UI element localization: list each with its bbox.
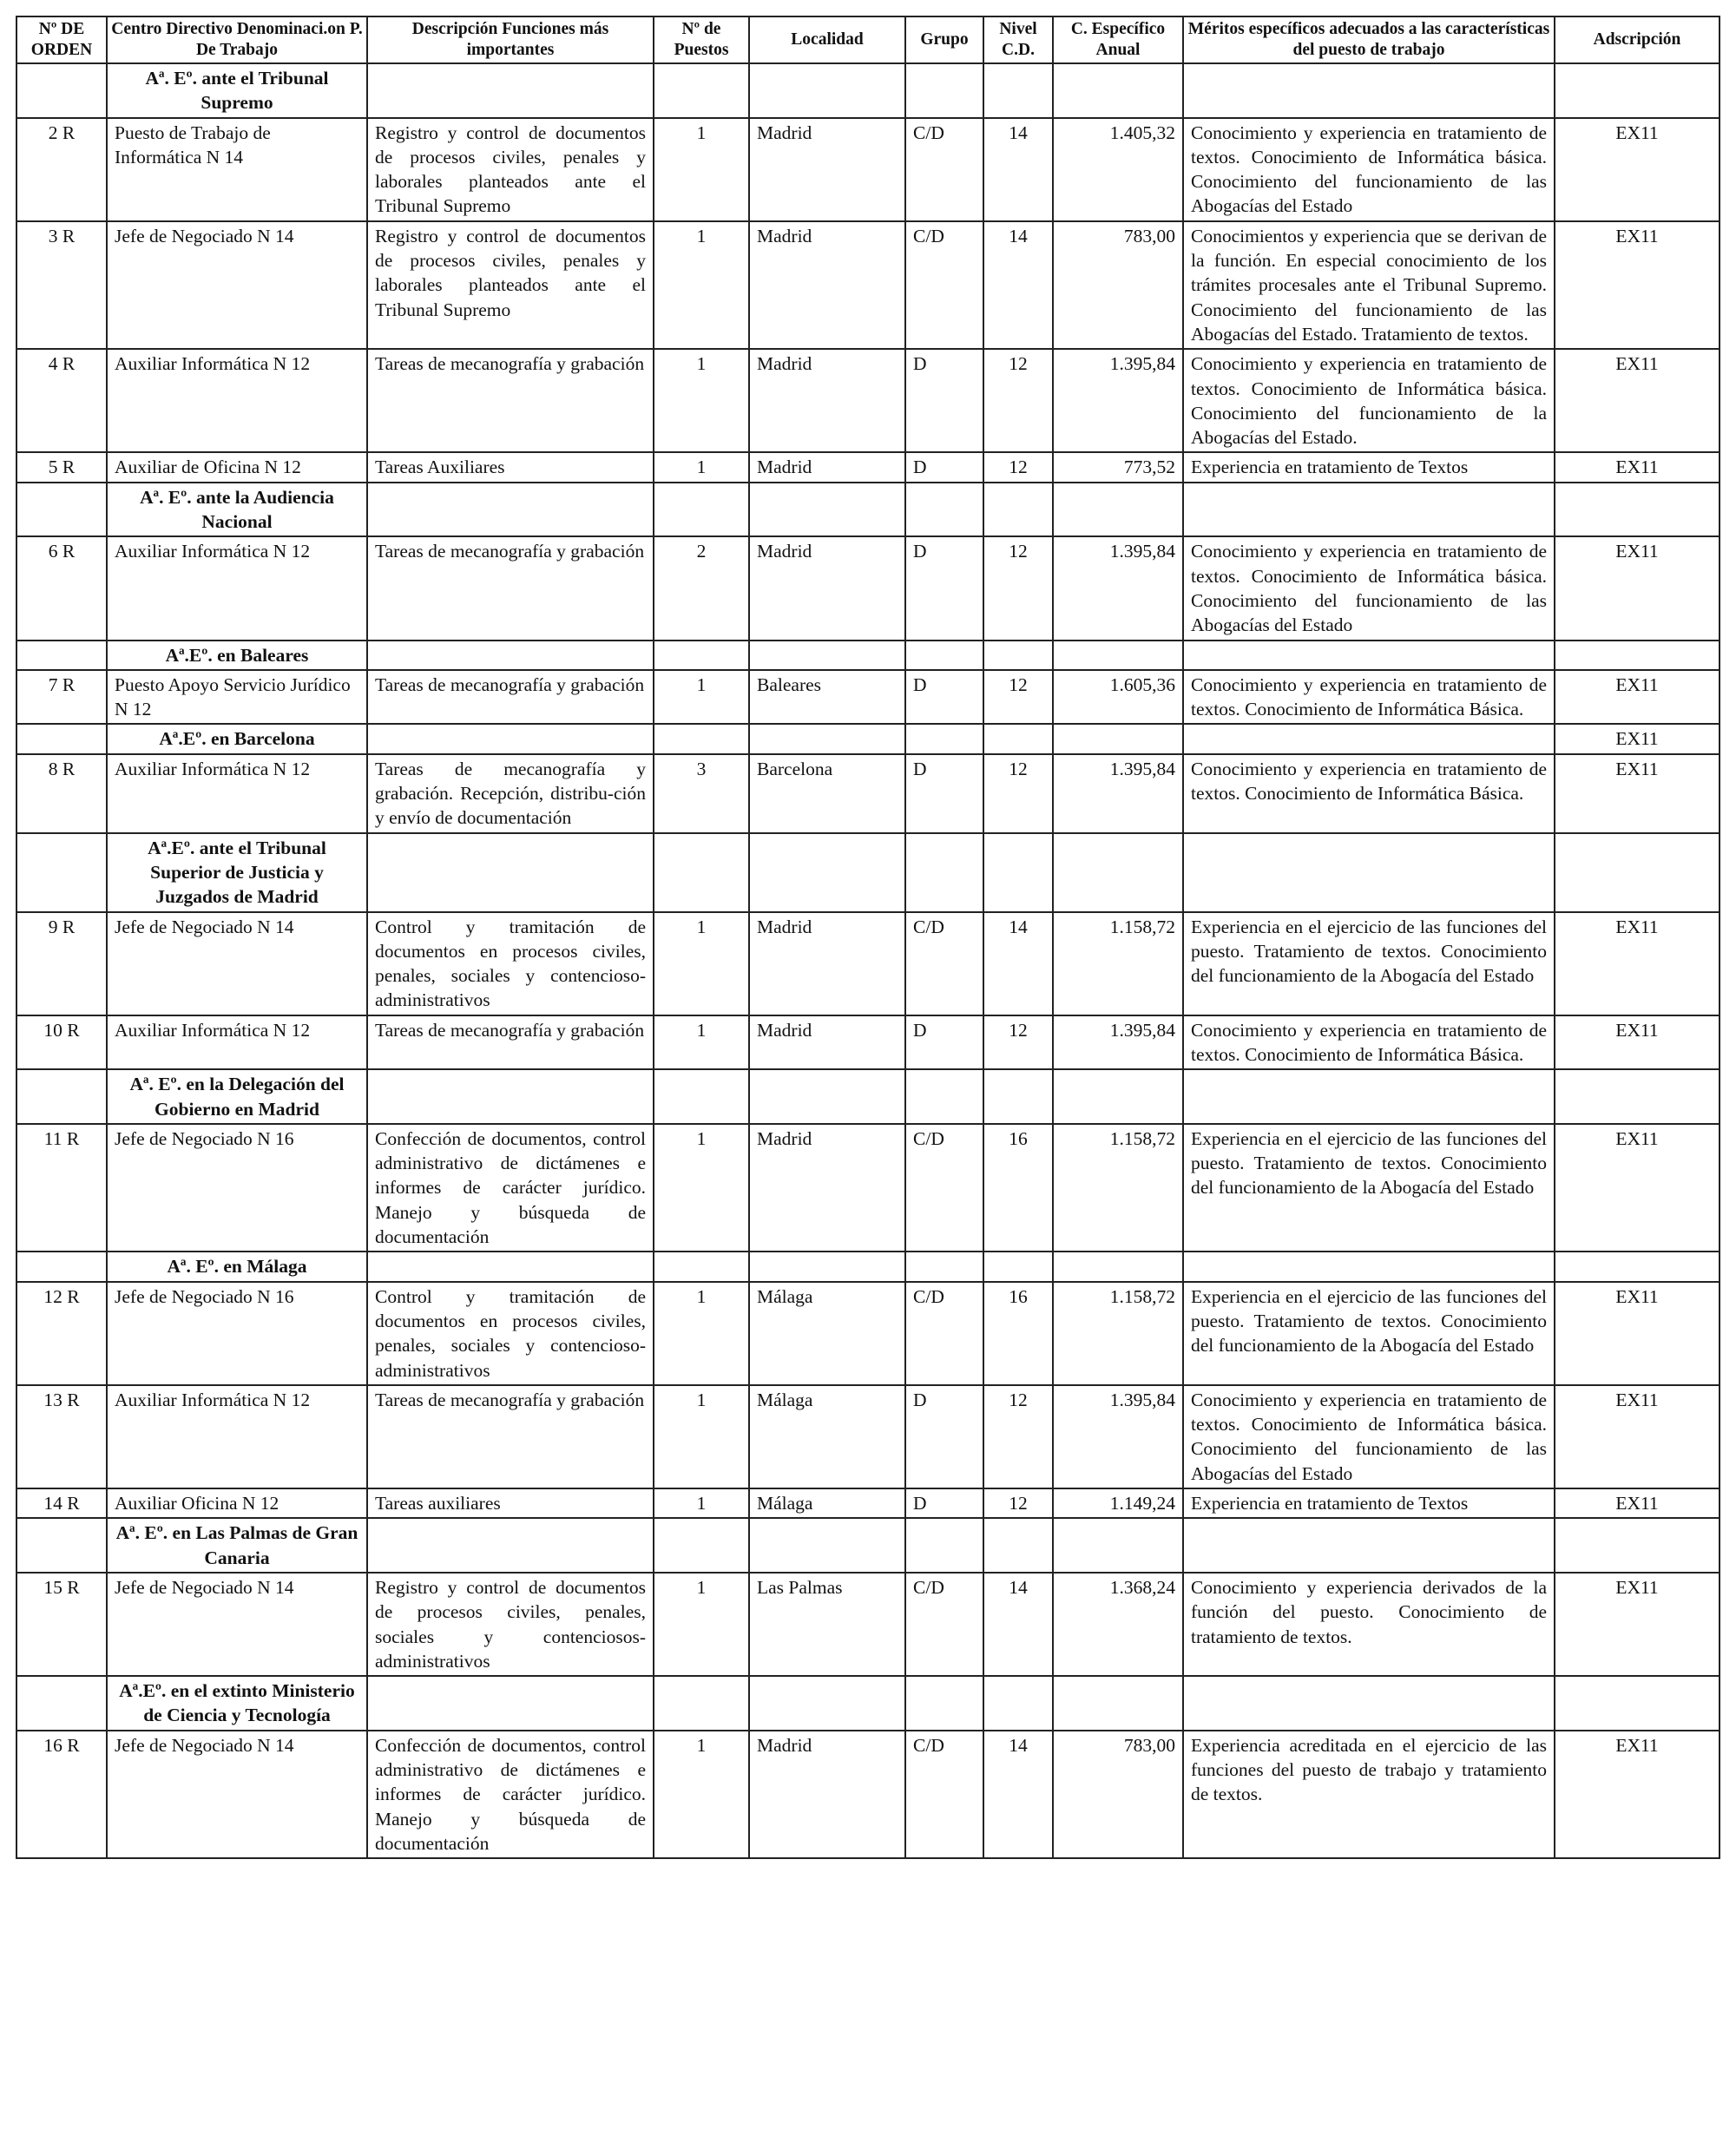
cell-adscripcion: EX11 (1555, 1385, 1720, 1488)
cell-especifico (1053, 724, 1183, 753)
cell-orden: 16 R (16, 1731, 107, 1858)
cell-orden (16, 1252, 107, 1281)
cell-num-puestos (654, 1676, 749, 1731)
cell-nivel: 16 (983, 1282, 1053, 1385)
cell-especifico: 1.405,32 (1053, 118, 1183, 221)
cell-nivel (983, 1518, 1053, 1573)
section-row (16, 724, 1720, 753)
cell-adscripcion: EX11 (1555, 349, 1720, 452)
cell-especifico (1053, 641, 1183, 670)
cell-especifico: 773,52 (1053, 452, 1183, 482)
table-row (16, 912, 1720, 1015)
cell-num-puestos: 1 (654, 1015, 749, 1070)
cell-nivel: 12 (983, 1015, 1053, 1070)
cell-puesto: Jefe de Negociado N 14 (107, 912, 367, 1015)
cell-puesto: Auxiliar Informática N 12 (107, 536, 367, 640)
table-row (16, 118, 1720, 221)
cell-descripcion (367, 483, 654, 537)
cell-descripcion: Tareas de mecanografía y grabación (367, 536, 654, 640)
table-row (16, 452, 1720, 482)
cell-especifico: 1.158,72 (1053, 1282, 1183, 1385)
cell-orden: 12 R (16, 1282, 107, 1385)
cell-descripcion: Registro y control de documentos de procesos civiles, penales y laborales planteados ante el Tribunal Supremo (367, 221, 654, 349)
cell-especifico (1053, 1518, 1183, 1573)
cell-descripcion: Tareas de mecanografía y grabación. Recepción, distribu-ción y envío de documentación (367, 754, 654, 833)
cell-orden: 10 R (16, 1015, 107, 1070)
section-row (16, 1252, 1720, 1281)
cell-section-title: Aª.Eº. en Barcelona (107, 724, 367, 753)
table-row (16, 1385, 1720, 1488)
cell-especifico: 1.395,84 (1053, 349, 1183, 452)
header-grupo: Grupo (905, 16, 983, 63)
cell-orden: 9 R (16, 912, 107, 1015)
cell-localidad (749, 1676, 905, 1731)
section-row (16, 483, 1720, 537)
cell-grupo: C/D (905, 118, 983, 221)
section-row (16, 641, 1720, 670)
cell-meritos (1183, 1069, 1555, 1124)
cell-meritos: Conocimiento y experiencia en tratamiento de textos. Conocimiento de Informática básica. Conocimiento del funcionamiento de las Abogacías del Estado (1183, 118, 1555, 221)
cell-puesto: Jefe de Negociado N 16 (107, 1282, 367, 1385)
cell-meritos (1183, 641, 1555, 670)
cell-puesto: Jefe de Negociado N 14 (107, 1731, 367, 1858)
cell-grupo: C/D (905, 1731, 983, 1858)
cell-nivel: 12 (983, 670, 1053, 725)
cell-localidad: Málaga (749, 1488, 905, 1518)
cell-meritos: Conocimiento y experiencia derivados de la función del puesto. Conocimiento de tratamiento de textos. (1183, 1573, 1555, 1676)
cell-descripcion (367, 1252, 654, 1281)
cell-grupo (905, 1676, 983, 1731)
cell-meritos: Experiencia en el ejercicio de las funciones del puesto. Tratamiento de textos. Conocimiento del funcionamiento de la Abogacía del Estado (1183, 912, 1555, 1015)
cell-section-title: Aª. Eº. en Málaga (107, 1252, 367, 1281)
cell-grupo: C/D (905, 1282, 983, 1385)
cell-orden: 3 R (16, 221, 107, 349)
cell-localidad (749, 724, 905, 753)
cell-localidad: Barcelona (749, 754, 905, 833)
cell-adscripcion (1555, 63, 1720, 118)
cell-grupo: C/D (905, 1124, 983, 1252)
cell-meritos: Conocimiento y experiencia en tratamiento de textos. Conocimiento de Informática Básica. (1183, 754, 1555, 833)
cell-adscripcion (1555, 1676, 1720, 1731)
cell-section-title: Aª. Eº. en Las Palmas de Gran Canaria (107, 1518, 367, 1573)
cell-meritos (1183, 483, 1555, 537)
cell-orden: 7 R (16, 670, 107, 725)
cell-puesto: Puesto Apoyo Servicio Jurídico N 12 (107, 670, 367, 725)
cell-adscripcion (1555, 483, 1720, 537)
cell-nivel (983, 63, 1053, 118)
cell-grupo (905, 641, 983, 670)
cell-grupo: D (905, 1015, 983, 1070)
cell-localidad: Baleares (749, 670, 905, 725)
cell-adscripcion: EX11 (1555, 912, 1720, 1015)
cell-puesto: Jefe de Negociado N 16 (107, 1124, 367, 1252)
cell-especifico (1053, 63, 1183, 118)
cell-num-puestos (654, 641, 749, 670)
cell-orden: 13 R (16, 1385, 107, 1488)
cell-grupo: C/D (905, 221, 983, 349)
cell-meritos: Conocimientos y experiencia que se derivan de la función. En especial conocimiento de los trámites procesales ante el Tribunal Supremo. Conocimiento del funcionamiento de las Abogacías del Estado. Tratamiento de textos. (1183, 221, 1555, 349)
cell-especifico: 783,00 (1053, 221, 1183, 349)
cell-localidad: Las Palmas (749, 1573, 905, 1676)
cell-grupo: D (905, 536, 983, 640)
cell-localidad: Madrid (749, 118, 905, 221)
cell-especifico (1053, 833, 1183, 912)
cell-adscripcion: EX11 (1555, 1488, 1720, 1518)
cell-especifico (1053, 483, 1183, 537)
cell-localidad (749, 833, 905, 912)
cell-especifico: 1.158,72 (1053, 912, 1183, 1015)
cell-descripcion (367, 833, 654, 912)
cell-orden: 14 R (16, 1488, 107, 1518)
cell-grupo: D (905, 754, 983, 833)
cell-descripcion (367, 724, 654, 753)
cell-meritos (1183, 833, 1555, 912)
header-adscripcion: Adscripción (1555, 16, 1720, 63)
header-descripcion: Descripción Funciones más importantes (367, 16, 654, 63)
table-row (16, 221, 1720, 349)
cell-puesto: Auxiliar Informática N 12 (107, 349, 367, 452)
cell-especifico: 1.395,84 (1053, 1015, 1183, 1070)
cell-adscripcion: EX11 (1555, 1282, 1720, 1385)
cell-localidad: Madrid (749, 912, 905, 1015)
cell-descripcion (367, 1518, 654, 1573)
cell-puesto: Auxiliar de Oficina N 12 (107, 452, 367, 482)
cell-descripcion (367, 641, 654, 670)
section-row (16, 63, 1720, 118)
cell-adscripcion: EX11 (1555, 724, 1720, 753)
cell-adscripcion: EX11 (1555, 536, 1720, 640)
header-meritos: Méritos específicos adecuados a las características del puesto de trabajo (1183, 16, 1555, 63)
section-row (16, 1676, 1720, 1731)
cell-grupo (905, 483, 983, 537)
cell-adscripcion: EX11 (1555, 1124, 1720, 1252)
cell-localidad: Madrid (749, 452, 905, 482)
cell-meritos (1183, 1252, 1555, 1281)
table-row (16, 1015, 1720, 1070)
cell-num-puestos (654, 724, 749, 753)
table-row (16, 536, 1720, 640)
job-positions-table (16, 16, 1720, 1859)
cell-grupo: D (905, 349, 983, 452)
cell-puesto: Jefe de Negociado N 14 (107, 221, 367, 349)
cell-num-puestos: 1 (654, 1282, 749, 1385)
cell-descripcion: Tareas de mecanografía y grabación (367, 1015, 654, 1070)
cell-nivel: 16 (983, 1124, 1053, 1252)
cell-nivel (983, 1252, 1053, 1281)
cell-localidad (749, 1252, 905, 1281)
cell-num-puestos: 1 (654, 452, 749, 482)
cell-nivel (983, 724, 1053, 753)
cell-adscripcion: EX11 (1555, 670, 1720, 725)
cell-localidad: Madrid (749, 1731, 905, 1858)
cell-descripcion: Control y tramitación de documentos en procesos civiles, penales, sociales y contencioso-administrativos (367, 1282, 654, 1385)
cell-especifico: 1.395,84 (1053, 754, 1183, 833)
cell-meritos: Conocimiento y experiencia en tratamiento de textos. Conocimiento de Informática Básica. (1183, 1015, 1555, 1070)
cell-orden: 8 R (16, 754, 107, 833)
cell-puesto: Auxiliar Informática N 12 (107, 754, 367, 833)
cell-nivel (983, 833, 1053, 912)
cell-num-puestos: 1 (654, 349, 749, 452)
cell-localidad: Madrid (749, 536, 905, 640)
cell-descripcion: Tareas Auxiliares (367, 452, 654, 482)
cell-orden (16, 1518, 107, 1573)
cell-nivel: 14 (983, 118, 1053, 221)
cell-orden: 11 R (16, 1124, 107, 1252)
cell-meritos: Experiencia en tratamiento de Textos (1183, 452, 1555, 482)
cell-adscripcion: EX11 (1555, 1015, 1720, 1070)
cell-descripcion: Registro y control de documentos de procesos civiles, penales, sociales y contenciosos-administrativos (367, 1573, 654, 1676)
section-row (16, 833, 1720, 912)
cell-orden (16, 724, 107, 753)
cell-meritos: Conocimiento y experiencia en tratamiento de textos. Conocimiento de Informática básica. Conocimiento del funcionamiento de la Abogacías del Estado. (1183, 349, 1555, 452)
cell-nivel (983, 1069, 1053, 1124)
cell-meritos (1183, 63, 1555, 118)
cell-localidad (749, 641, 905, 670)
cell-adscripcion: EX11 (1555, 221, 1720, 349)
cell-num-puestos (654, 483, 749, 537)
cell-meritos (1183, 1518, 1555, 1573)
cell-grupo: C/D (905, 1573, 983, 1676)
cell-descripcion: Confección de documentos, control administrativo de dictámenes e informes de carácter jurídico. Manejo y búsqueda de documentación (367, 1731, 654, 1858)
cell-descripcion: Tareas auxiliares (367, 1488, 654, 1518)
cell-meritos: Experiencia acreditada en el ejercicio de las funciones del puesto de trabajo y tratamiento de textos. (1183, 1731, 1555, 1858)
cell-descripcion: Registro y control de documentos de procesos civiles, penales y laborales planteados ante el Tribunal Supremo (367, 118, 654, 221)
cell-nivel: 12 (983, 1488, 1053, 1518)
table-row (16, 670, 1720, 725)
cell-num-puestos: 1 (654, 118, 749, 221)
cell-num-puestos (654, 833, 749, 912)
cell-num-puestos: 1 (654, 912, 749, 1015)
cell-section-title: Aª. Eº. ante el Tribunal Supremo (107, 63, 367, 118)
cell-num-puestos: 1 (654, 1124, 749, 1252)
cell-num-puestos (654, 1518, 749, 1573)
cell-num-puestos (654, 63, 749, 118)
cell-meritos: Conocimiento y experiencia en tratamiento de textos. Conocimiento de Informática Básica. (1183, 670, 1555, 725)
cell-nivel: 12 (983, 536, 1053, 640)
cell-descripcion (367, 1069, 654, 1124)
cell-section-title: Aª. Eº. ante la Audiencia Nacional (107, 483, 367, 537)
cell-localidad: Madrid (749, 1015, 905, 1070)
cell-meritos: Conocimiento y experiencia en tratamiento de textos. Conocimiento de Informática básica. Conocimiento del funcionamiento de las Abogacías del Estado (1183, 536, 1555, 640)
header-localidad: Localidad (749, 16, 905, 63)
cell-section-title: Aª. Eº. en la Delegación del Gobierno en Madrid (107, 1069, 367, 1124)
cell-nivel: 12 (983, 452, 1053, 482)
cell-especifico: 1.368,24 (1053, 1573, 1183, 1676)
cell-descripcion (367, 1676, 654, 1731)
cell-descripcion: Tareas de mecanografía y grabación (367, 349, 654, 452)
header-nivel: Nivel C.D. (983, 16, 1053, 63)
cell-num-puestos: 1 (654, 670, 749, 725)
cell-orden: 2 R (16, 118, 107, 221)
cell-descripcion: Control y tramitación de documentos en procesos civiles, penales, sociales y contencioso-administrativos (367, 912, 654, 1015)
cell-localidad (749, 1518, 905, 1573)
cell-puesto: Auxiliar Oficina N 12 (107, 1488, 367, 1518)
cell-meritos (1183, 724, 1555, 753)
cell-nivel: 12 (983, 1385, 1053, 1488)
table-row (16, 1488, 1720, 1518)
cell-localidad (749, 63, 905, 118)
cell-num-puestos: 1 (654, 1488, 749, 1518)
cell-puesto: Puesto de Trabajo de Informática N 14 (107, 118, 367, 221)
cell-localidad: Málaga (749, 1385, 905, 1488)
cell-localidad: Madrid (749, 1124, 905, 1252)
cell-adscripcion (1555, 641, 1720, 670)
cell-orden (16, 1676, 107, 1731)
cell-adscripcion (1555, 1069, 1720, 1124)
cell-descripcion (367, 63, 654, 118)
cell-meritos: Experiencia en tratamiento de Textos (1183, 1488, 1555, 1518)
cell-num-puestos: 2 (654, 536, 749, 640)
cell-nivel: 14 (983, 221, 1053, 349)
cell-nivel (983, 483, 1053, 537)
cell-nivel (983, 1676, 1053, 1731)
cell-orden (16, 641, 107, 670)
cell-num-puestos: 3 (654, 754, 749, 833)
cell-especifico: 1.395,84 (1053, 536, 1183, 640)
cell-orden: 5 R (16, 452, 107, 482)
cell-puesto: Jefe de Negociado N 14 (107, 1573, 367, 1676)
cell-especifico: 1.149,24 (1053, 1488, 1183, 1518)
cell-num-puestos: 1 (654, 1573, 749, 1676)
cell-orden (16, 483, 107, 537)
table-row (16, 754, 1720, 833)
cell-grupo (905, 1069, 983, 1124)
cell-adscripcion: EX11 (1555, 1731, 1720, 1858)
cell-adscripcion: EX11 (1555, 118, 1720, 221)
table-row (16, 1282, 1720, 1385)
cell-adscripcion: EX11 (1555, 754, 1720, 833)
cell-especifico (1053, 1069, 1183, 1124)
cell-nivel (983, 641, 1053, 670)
cell-adscripcion (1555, 1252, 1720, 1281)
cell-num-puestos (654, 1252, 749, 1281)
cell-descripcion: Tareas de mecanografía y grabación (367, 670, 654, 725)
cell-localidad: Málaga (749, 1282, 905, 1385)
header-orden: Nº DE ORDEN (16, 16, 107, 63)
header-num-puestos: Nº de Puestos (654, 16, 749, 63)
cell-adscripcion (1555, 833, 1720, 912)
cell-num-puestos (654, 1069, 749, 1124)
cell-localidad: Madrid (749, 349, 905, 452)
header-row (16, 16, 1720, 63)
cell-especifico: 1.158,72 (1053, 1124, 1183, 1252)
cell-nivel: 12 (983, 349, 1053, 452)
cell-orden (16, 63, 107, 118)
cell-section-title: Aª.Eº. en el extinto Ministerio de Ciencia y Tecnología (107, 1676, 367, 1731)
cell-grupo (905, 1518, 983, 1573)
cell-especifico: 1.605,36 (1053, 670, 1183, 725)
cell-meritos: Conocimiento y experiencia en tratamiento de textos. Conocimiento de Informática básica. Conocimiento del funcionamiento de las Abogacías del Estado (1183, 1385, 1555, 1488)
cell-num-puestos: 1 (654, 221, 749, 349)
cell-puesto: Auxiliar Informática N 12 (107, 1385, 367, 1488)
section-row (16, 1069, 1720, 1124)
cell-grupo (905, 63, 983, 118)
cell-nivel: 14 (983, 1573, 1053, 1676)
cell-grupo (905, 724, 983, 753)
cell-grupo (905, 1252, 983, 1281)
cell-grupo: D (905, 452, 983, 482)
table-row (16, 1731, 1720, 1858)
cell-especifico (1053, 1252, 1183, 1281)
table-row (16, 349, 1720, 452)
cell-grupo: C/D (905, 912, 983, 1015)
cell-orden: 15 R (16, 1573, 107, 1676)
cell-orden: 4 R (16, 349, 107, 452)
cell-nivel: 14 (983, 912, 1053, 1015)
cell-descripcion: Tareas de mecanografía y grabación (367, 1385, 654, 1488)
cell-especifico: 1.395,84 (1053, 1385, 1183, 1488)
table-row (16, 1124, 1720, 1252)
header-centro-directivo: Centro Directivo Denominaci.on P. De Trabajo (107, 16, 367, 63)
table-body (16, 63, 1720, 1858)
cell-adscripcion: EX11 (1555, 1573, 1720, 1676)
cell-adscripcion (1555, 1518, 1720, 1573)
section-row (16, 1518, 1720, 1573)
cell-adscripcion: EX11 (1555, 452, 1720, 482)
cell-num-puestos: 1 (654, 1731, 749, 1858)
cell-grupo: D (905, 670, 983, 725)
document-page (16, 16, 1719, 1859)
cell-grupo: D (905, 1385, 983, 1488)
cell-localidad: Madrid (749, 221, 905, 349)
cell-grupo: D (905, 1488, 983, 1518)
cell-localidad (749, 1069, 905, 1124)
cell-orden (16, 1069, 107, 1124)
cell-descripcion: Confección de documentos, control administrativo de dictámenes e informes de carácter jurídico. Manejo y búsqueda de documentación (367, 1124, 654, 1252)
cell-section-title: Aª.Eº. ante el Tribunal Superior de Justicia y Juzgados de Madrid (107, 833, 367, 912)
cell-meritos (1183, 1676, 1555, 1731)
cell-nivel: 14 (983, 1731, 1053, 1858)
cell-especifico (1053, 1676, 1183, 1731)
cell-grupo (905, 833, 983, 912)
header-especifico: C. Específico Anual (1053, 16, 1183, 63)
cell-meritos: Experiencia en el ejercicio de las funciones del puesto. Tratamiento de textos. Conocimiento del funcionamiento de la Abogacía del Estado (1183, 1282, 1555, 1385)
table-row (16, 1573, 1720, 1676)
cell-especifico: 783,00 (1053, 1731, 1183, 1858)
cell-meritos: Experiencia en el ejercicio de las funciones del puesto. Tratamiento de textos. Conocimiento del funcionamiento de la Abogacía del Estado (1183, 1124, 1555, 1252)
cell-section-title: Aª.Eº. en Baleares (107, 641, 367, 670)
cell-nivel: 12 (983, 754, 1053, 833)
cell-orden (16, 833, 107, 912)
cell-puesto: Auxiliar Informática N 12 (107, 1015, 367, 1070)
cell-localidad (749, 483, 905, 537)
cell-num-puestos: 1 (654, 1385, 749, 1488)
cell-orden: 6 R (16, 536, 107, 640)
